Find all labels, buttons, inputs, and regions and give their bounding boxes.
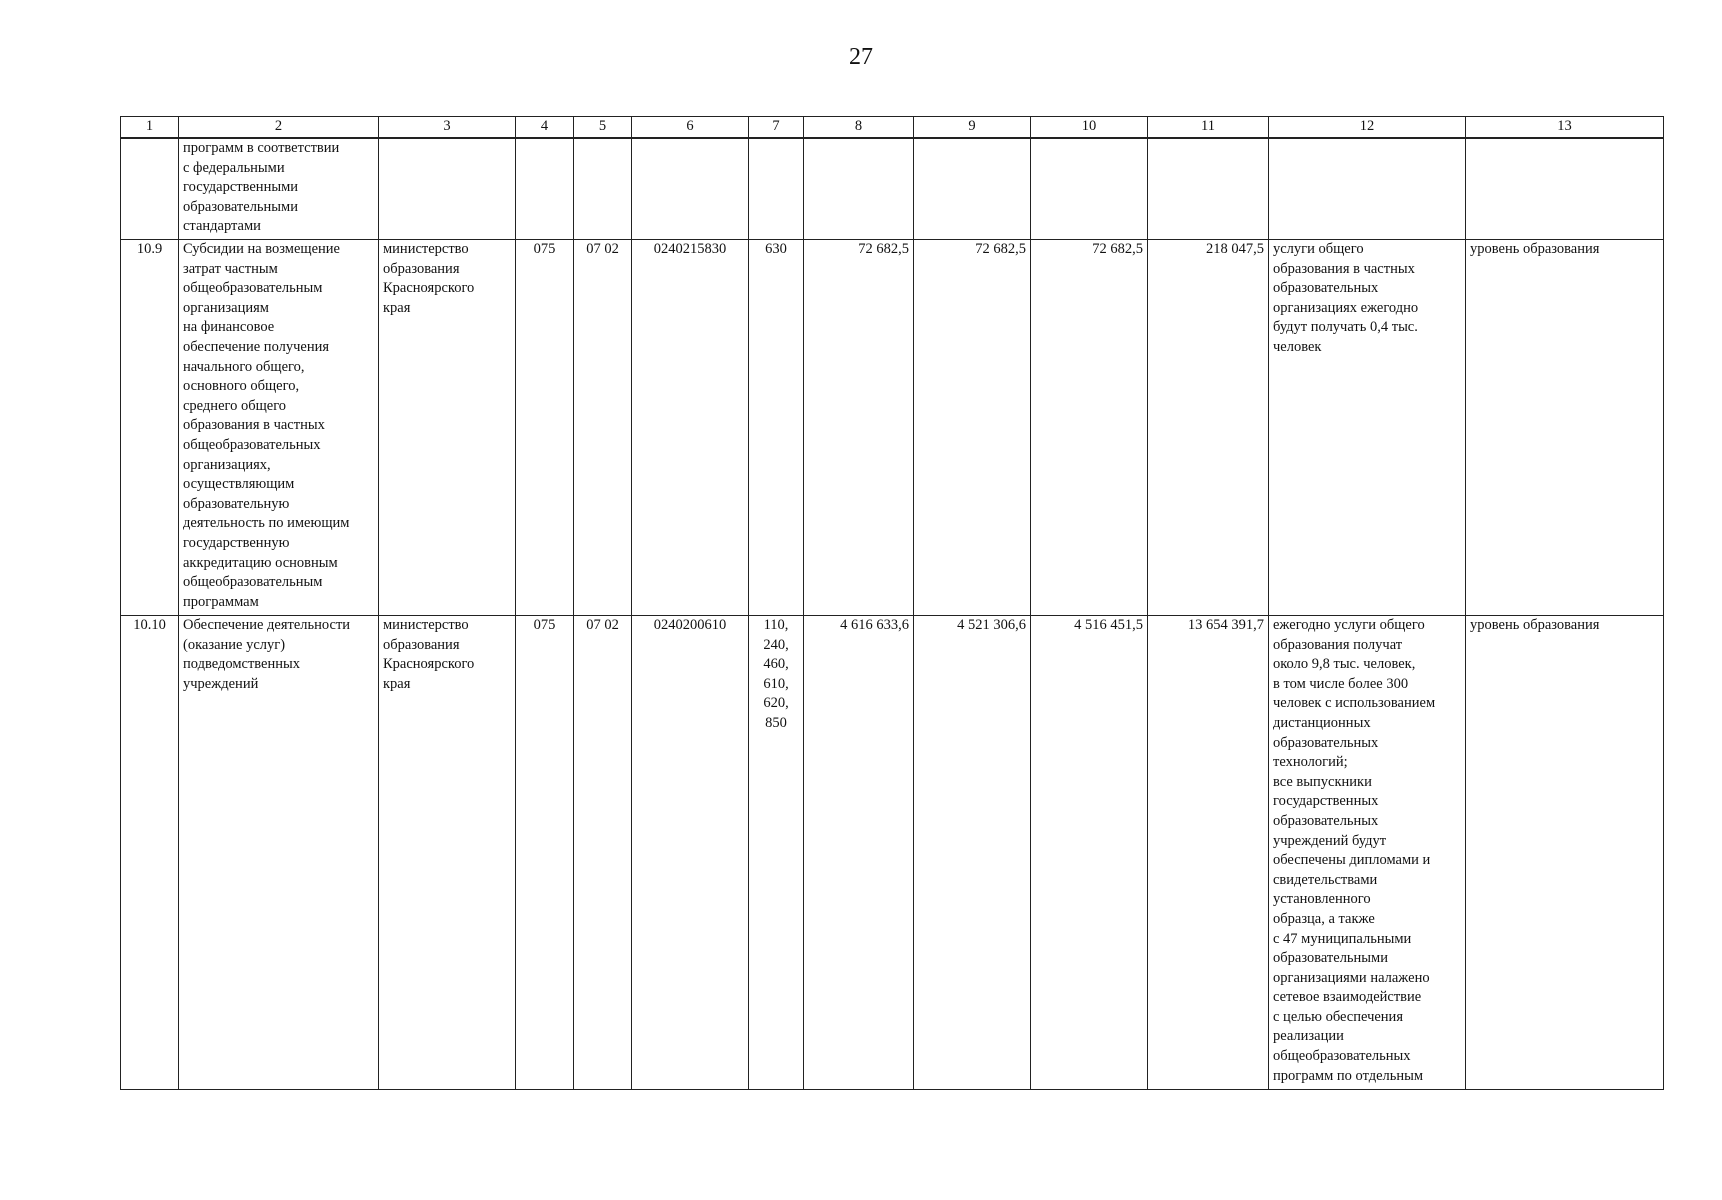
csr-code: 0240215830 bbox=[632, 240, 749, 616]
education-level: уровень образования bbox=[1466, 616, 1664, 1090]
column-header: 10 bbox=[1031, 117, 1148, 139]
column-header: 9 bbox=[914, 117, 1031, 139]
amount-total: 13 654 391,7 bbox=[1148, 616, 1269, 1090]
column-header: 12 bbox=[1269, 117, 1466, 139]
grbs-code: 075 bbox=[516, 616, 574, 1090]
budget-table bbox=[120, 116, 1664, 1090]
csr-code bbox=[632, 138, 749, 240]
amount-total bbox=[1148, 138, 1269, 240]
measure-name: программ в соответствии с федеральными государственными образовательными стандартами bbox=[179, 138, 379, 240]
amount-year-3 bbox=[1031, 138, 1148, 240]
education-level: уровень образования bbox=[1466, 240, 1664, 616]
page-number: 27 bbox=[849, 44, 873, 70]
amount-total: 218 047,5 bbox=[1148, 240, 1269, 616]
column-header: 2 bbox=[179, 117, 379, 139]
amount-year-1: 72 682,5 bbox=[804, 240, 914, 616]
measure-name: Обеспечение деятельности (оказание услуг) подведомственных учреждений bbox=[179, 616, 379, 1090]
agency: министерство образования Красноярского края bbox=[379, 240, 516, 616]
column-header: 1 bbox=[121, 117, 179, 139]
table-header-row bbox=[121, 117, 1664, 139]
agency bbox=[379, 138, 516, 240]
expected-result: ежегодно услуги общего образования получат около 9,8 тыс. человек, в том числе более 300 человек с использованием дистанционных образовательных технологий; все выпускники государственных образовательных учреждений будут обеспечены дипломами и свидетельствами установленного образца, а также с 47 муниципальными образовательными организациями налажено сетевое взаимодействие с целью обеспечения реализации общеобразовательных программ по отдельным bbox=[1269, 616, 1466, 1090]
vr-code bbox=[749, 138, 804, 240]
education-level bbox=[1466, 138, 1664, 240]
row-number bbox=[121, 138, 179, 240]
agency: министерство образования Красноярского края bbox=[379, 616, 516, 1090]
amount-year-2: 72 682,5 bbox=[914, 240, 1031, 616]
csr-code: 0240200610 bbox=[632, 616, 749, 1090]
row-number: 10.9 bbox=[121, 240, 179, 616]
grbs-code: 075 bbox=[516, 240, 574, 616]
vr-code: 110, 240, 460, 610, 620, 850 bbox=[749, 616, 804, 1090]
table-row bbox=[121, 138, 1664, 240]
amount-year-1 bbox=[804, 138, 914, 240]
table-row bbox=[121, 240, 1664, 616]
amount-year-2 bbox=[914, 138, 1031, 240]
rzpr-code bbox=[574, 138, 632, 240]
column-header: 8 bbox=[804, 117, 914, 139]
rzpr-code: 07 02 bbox=[574, 240, 632, 616]
table-row bbox=[121, 616, 1664, 1090]
column-header: 13 bbox=[1466, 117, 1664, 139]
column-header: 7 bbox=[749, 117, 804, 139]
amount-year-3: 4 516 451,5 bbox=[1031, 616, 1148, 1090]
column-header: 3 bbox=[379, 117, 516, 139]
grbs-code bbox=[516, 138, 574, 240]
expected-result bbox=[1269, 138, 1466, 240]
column-header: 4 bbox=[516, 117, 574, 139]
column-header: 11 bbox=[1148, 117, 1269, 139]
expected-result: услуги общего образования в частных образовательных организациях ежегодно будут получать 0,4 тыс. человек bbox=[1269, 240, 1466, 616]
column-header: 6 bbox=[632, 117, 749, 139]
measure-name: Субсидии на возмещение затрат частным общеобразовательным организациям на финансовое обеспечение получения начального общего, основного общего, среднего общего образования в частных общеобразовательных организациях, осуществляющим образовательную деятельность по имеющим государственную аккредитацию основным общеобразовательным программам bbox=[179, 240, 379, 616]
amount-year-3: 72 682,5 bbox=[1031, 240, 1148, 616]
column-header: 5 bbox=[574, 117, 632, 139]
row-number: 10.10 bbox=[121, 616, 179, 1090]
amount-year-2: 4 521 306,6 bbox=[914, 616, 1031, 1090]
amount-year-1: 4 616 633,6 bbox=[804, 616, 914, 1090]
vr-code: 630 bbox=[749, 240, 804, 616]
rzpr-code: 07 02 bbox=[574, 616, 632, 1090]
